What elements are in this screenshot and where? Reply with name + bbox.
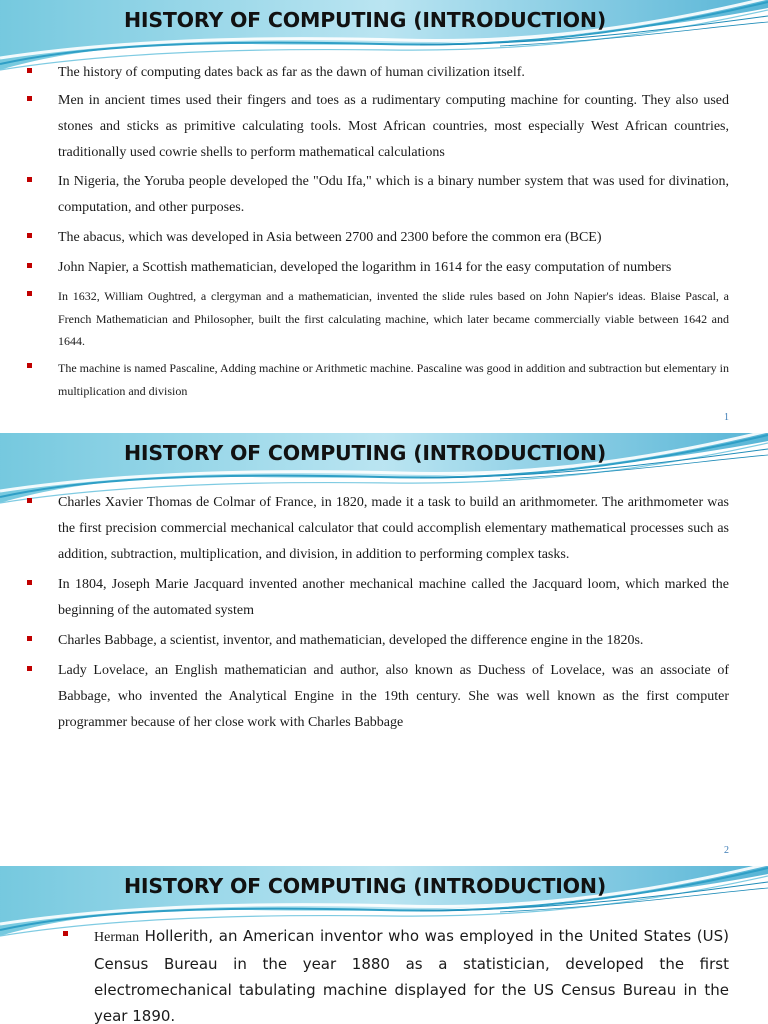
slide-2	[0, 433, 768, 866]
bullet-item: Lady Lovelace, an English mathematician and author, also known as Duchess of Lovelace, was an associate of Babbage, who invented the Analytical Engine in the 19th century. She was well known as the first computer programmer because of her close work with Charles Babbage	[58, 658, 729, 736]
bullet-item: The machine is named Pascaline, Adding machine or Arithmetic machine. Pascaline was good in addition and subtraction but elementary in multiplication and division	[58, 357, 729, 403]
page-number: 2	[724, 845, 729, 856]
bullet-item: John Napier, a Scottish mathematician, developed the logarithm in 1614 for the easy computation of numbers	[58, 255, 729, 281]
bullet-text: Hollerith, an American inventor who was employed in the United States (US) Census Bureau in the year 1880 as a statistician, developed the first electromechanical tabulating machine displayed for the US Census Bureau in the year 1890.	[94, 927, 729, 1024]
bullet-item: The abacus, which was developed in Asia between 2700 and 2300 before the common era (BCE)	[58, 225, 729, 251]
bullet-item: In Nigeria, the Yoruba people developed the "Odu Ifa," which is a binary number system that was used for divination, computation, and other purposes.	[58, 169, 729, 221]
bullet-item: Charles Babbage, a scientist, inventor, and mathematician, developed the difference engine in the 1820s.	[58, 628, 729, 654]
bullet-item: In 1632, William Oughtred, a clergyman and a mathematician, invented the slide rules based on John Napier's ideas. Blaise Pascal, a French Mathematician and Philosopher, built the first calculating machine, which later became commercially viable between 1642 and 1644.	[58, 285, 729, 353]
bullet-item	[94, 923, 729, 1024]
page-number: 1	[724, 412, 729, 423]
bullet-item: In 1804, Joseph Marie Jacquard invented another mechanical machine called the Jacquard loom, which marked the beginning of the automated system	[58, 572, 729, 624]
slide-title: HISTORY OF COMPUTING (INTRODUCTION)	[123, 8, 607, 32]
slide-1	[0, 0, 768, 433]
bullet-item: Men in ancient times used their fingers and toes as a rudimentary computing machine for counting. They also used stones and sticks as primitive calculating tools. Most African countries, most especially West African countries, traditionally used cowrie shells to perform mathematical calculations	[58, 88, 729, 166]
bullet-item: The history of computing dates back as far as the dawn of human civilization itself.	[58, 60, 729, 86]
bullet-first-word: Herman	[94, 930, 140, 945]
slide-3	[0, 866, 768, 1024]
slide-title: HISTORY OF COMPUTING (INTRODUCTION)	[123, 441, 607, 465]
slide-title: HISTORY OF COMPUTING (INTRODUCTION)	[123, 874, 607, 898]
bullet-item: Charles Xavier Thomas de Colmar of France, in 1820, made it a task to build an arithmometer. The arithmometer was the first precision commercial mechanical calculator that could accomplish elementary mathematical processes such as addition, subtraction, multiplication, and division, in addition to performing complex tasks.	[58, 490, 729, 568]
